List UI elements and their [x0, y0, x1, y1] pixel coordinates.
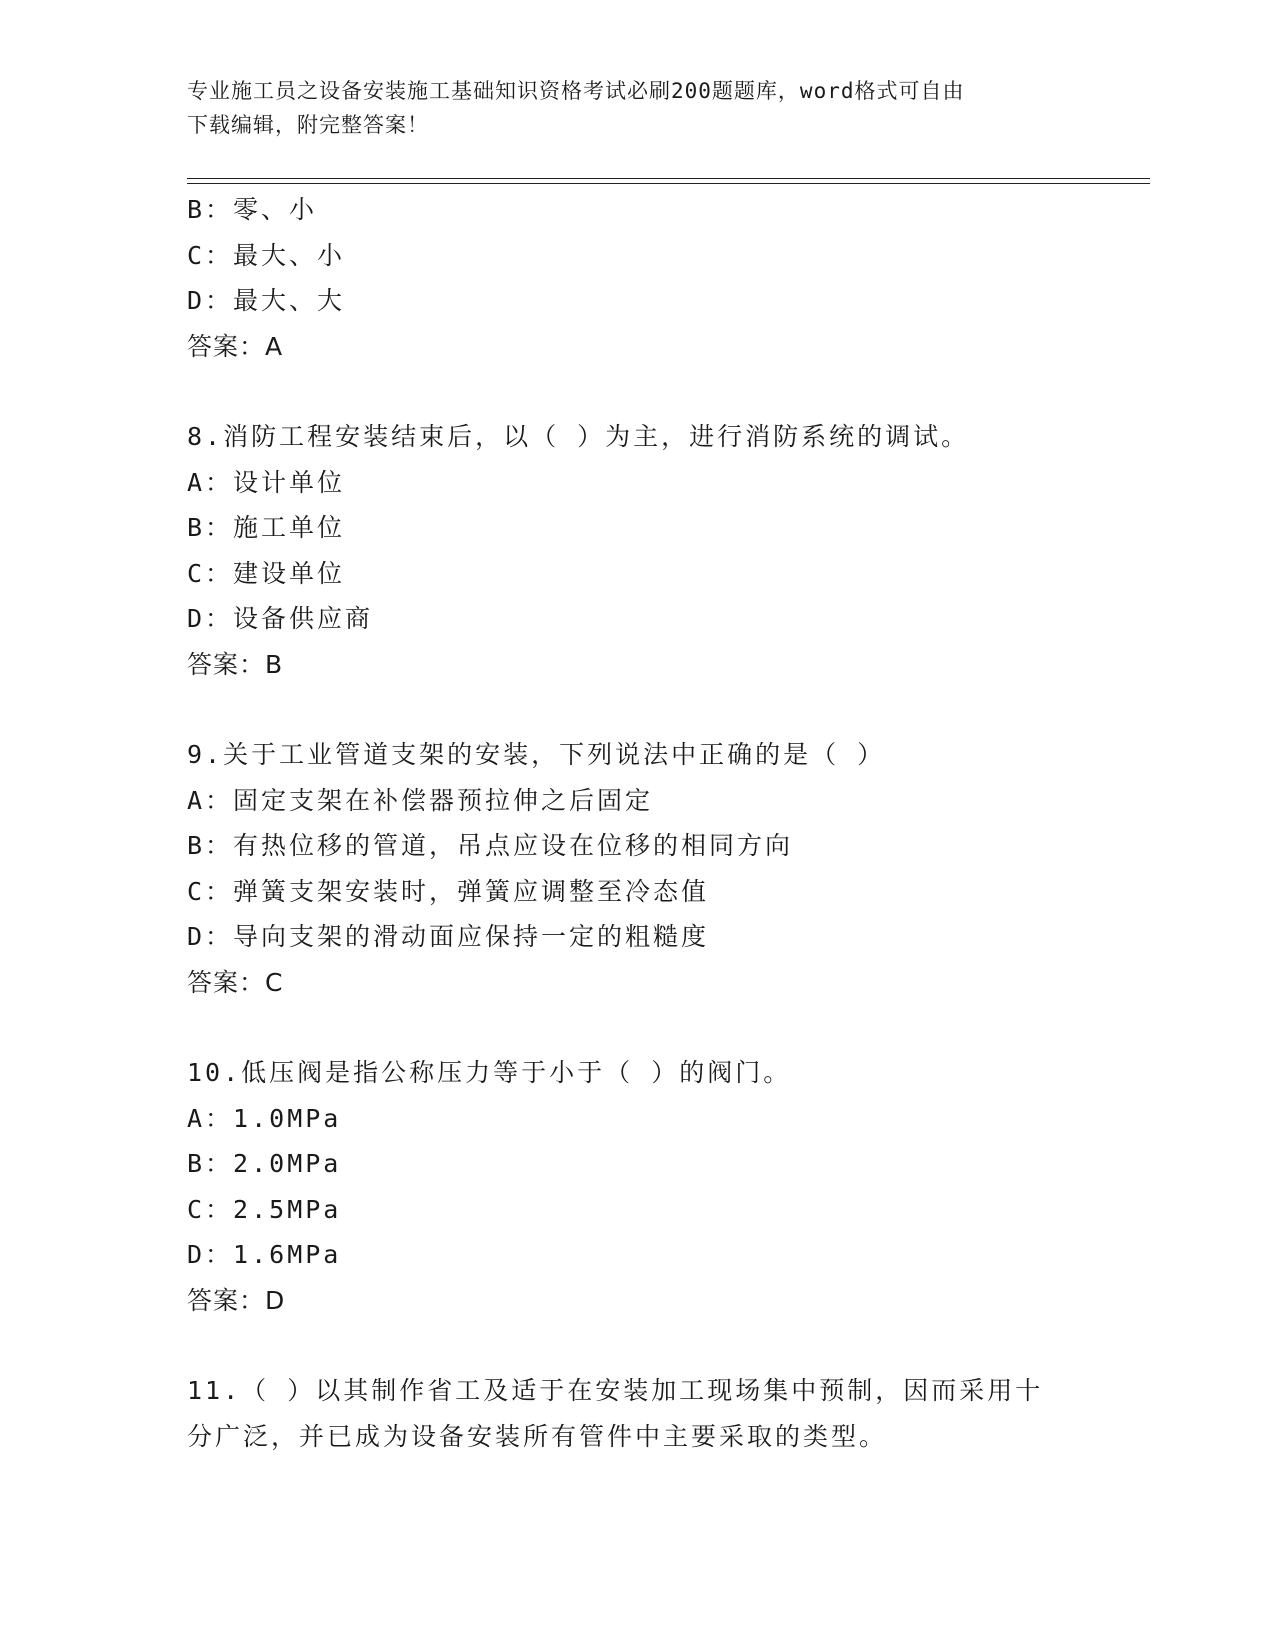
answer-line: 答案：C — [187, 967, 284, 997]
question-10-block — [187, 1050, 1087, 1323]
header-line-1: 专业施工员之设备安装施工基础知识资格考试必刷200题题库，word格式可自由 — [187, 79, 965, 103]
option-b: B：有热位移的管道，吊点应设在位移的相同方向 — [187, 831, 794, 860]
prev-question-block — [187, 187, 1087, 369]
header-line-2: 下载编辑，附完整答案！ — [187, 113, 429, 137]
option-a: A：固定支架在补偿器预拉伸之后固定 — [187, 785, 654, 815]
question-stem: 10.低压阀是指公称压力等于小于（ ）的阀门。 — [187, 1058, 792, 1087]
answer-line: 答案：B — [187, 649, 284, 679]
option-d: D：最大、大 — [187, 286, 346, 315]
option-c: C：建设单位 — [187, 558, 346, 588]
question-8-block — [187, 414, 1087, 687]
option-d: D：导向支架的滑动面应保持一定的粗糙度 — [187, 922, 710, 951]
option-d: D：设备供应商 — [187, 604, 374, 633]
answer-line: 答案：D — [187, 1285, 286, 1315]
option-a: A：1.0MPa — [187, 1103, 342, 1133]
option-b: B：零、小 — [187, 195, 318, 224]
header-rule-top — [187, 178, 1150, 179]
option-d: D：1.6MPa — [187, 1240, 342, 1269]
option-c: C：弹簧支架安装时，弹簧应调整至冷态值 — [187, 876, 710, 906]
option-c: C：最大、小 — [187, 240, 346, 270]
option-a: A：设计单位 — [187, 467, 346, 497]
question-content — [187, 187, 1087, 1459]
question-stem-line-1: 11.（ ）以其制作省工及适于在安装加工现场集中预制，因而采用十 — [187, 1376, 1044, 1405]
header-rule-bottom — [187, 183, 1150, 184]
question-stem-line-2: 分广泛，并已成为设备安装所有管件中主要采取的类型。 — [187, 1421, 888, 1451]
answer-line: 答案：A — [187, 331, 284, 361]
question-stem: 8.消防工程安装结束后，以（ ）为主，进行消防系统的调试。 — [187, 422, 970, 451]
option-c: C：2.5MPa — [187, 1194, 342, 1224]
question-11-block — [187, 1368, 1087, 1459]
option-b: B：施工单位 — [187, 513, 346, 542]
question-9-block — [187, 732, 1087, 1005]
question-stem: 9.关于工业管道支架的安装，下列说法中正确的是（ ） — [187, 740, 886, 769]
document-header — [187, 74, 1067, 142]
option-b: B：2.0MPa — [187, 1149, 342, 1178]
